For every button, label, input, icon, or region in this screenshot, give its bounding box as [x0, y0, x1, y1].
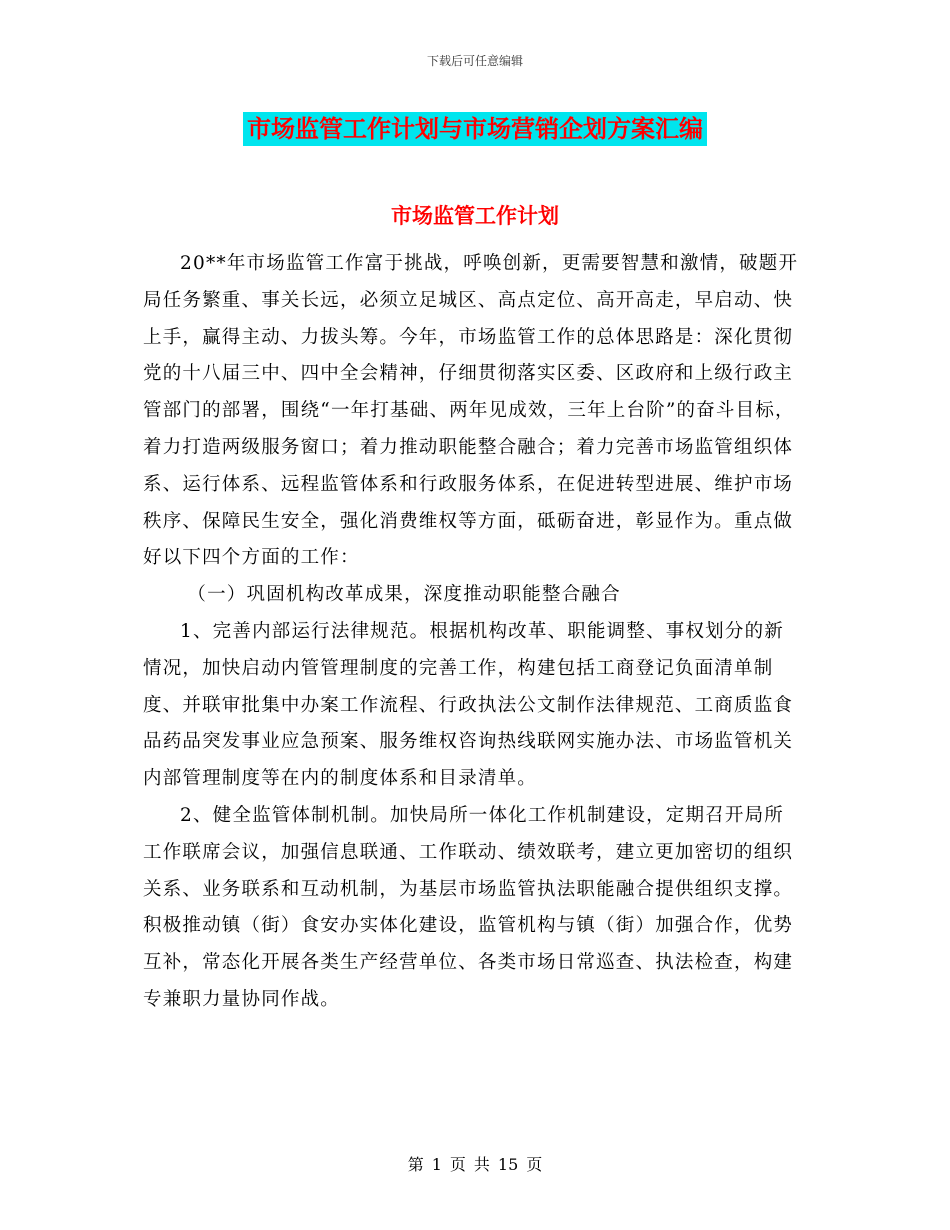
section-title: 市场监管工作计划 — [391, 204, 559, 228]
main-title-container — [0, 112, 950, 146]
subheading: （一）巩固机构改革成果，深度推动职能整合融合 — [187, 584, 621, 606]
footer-prefix: 第 — [407, 1155, 424, 1174]
footer-page-number: 1 — [431, 1155, 442, 1174]
footer-total-unit: 页 — [526, 1155, 543, 1174]
footer-total-prefix: 共 — [473, 1155, 490, 1174]
footer-page-unit: 页 — [449, 1155, 466, 1174]
document-body — [143, 246, 803, 1019]
paragraph-item-1: 1、完善内部运行法律规范。根据机构改革、职能调整、事权划分的新情况，加快启动内管管理制度的完善工作，构建包括工商登记负面清单制度、并联审批集中办案工作流程、行政执法公文制作法律规范、工商质监食品药品突发事业应急预案、服务维权咨询热线联网实施办法、市场监管机关内部管理制度等在内的制度体系和目录清单。 — [143, 620, 794, 790]
footer-total-pages: 15 — [497, 1155, 519, 1174]
paragraph-intro: 20**年市场监管工作富于挑战，呼唤创新，更需要智慧和激情，破题开局任务繁重、事关长远，必须立足城区、高点定位、高开高走，早启动、快上手，赢得主动、力拔头筹。今年，市场监管工作的总体思路是：深化贯彻党的十八届三中、四中全会精神，仔细贯彻落实区委、区政府和上级行政主管部门的部署，围绕“一年打基础、两年见成效，三年上台阶”的奋斗目标，着力打造两级服务窗口；着力推动职能整合融合；着力完善市场监管组织体系、运行体系、远程监管体系和行政服务体系，在促进转型进展、维护市场秩序、保障民生安全，强化消费维权等方面，砥砺奋进，彰显作为。重点做好以下四个方面的工作： — [143, 253, 799, 569]
page-footer — [0, 1152, 950, 1175]
document-title: 市场监管工作计划与市场营销企划方案汇编 — [243, 112, 707, 146]
paragraph-item-2: 2、健全监管体制机制。加快局所一体化工作机制建设，定期召开局所工作联席会议，加强信息联通、工作联动、绩效联考，建立更加密切的组织关系、业务联系和互动机制，为基层市场监管执法职能融合提供组织支撑。积极推动镇（街）食安办实体化建设，监管机构与镇（街）加强合作，优势互补，常态化开展各类生产经营单位、各类市场日常巡查、执法检查，构建专兼职力量协同作战。 — [143, 804, 794, 1010]
page-header-note: 下载后可任意编辑 — [426, 54, 523, 68]
